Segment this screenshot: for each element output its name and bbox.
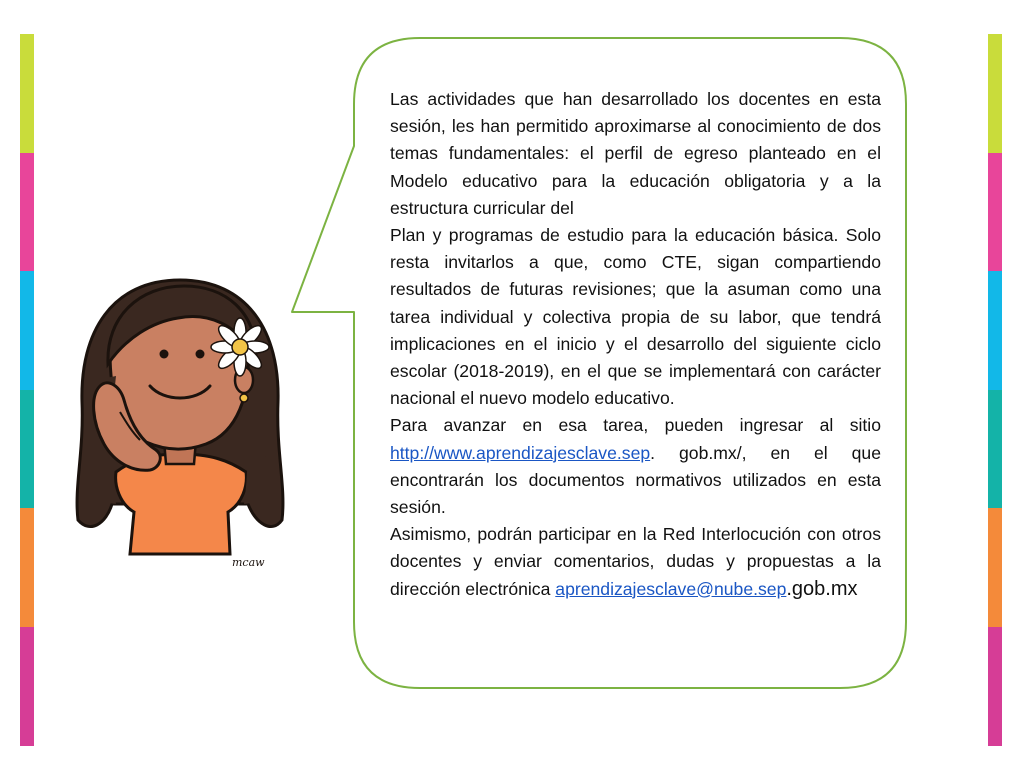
paragraph-email [390, 521, 881, 603]
artist-signature: mcaw [232, 556, 265, 569]
bubble-text [390, 86, 881, 603]
website-intro-text: Para avanzar en esa tarea, pueden ingresar al sitio [390, 415, 881, 436]
email-domain-suffix: .gob.mx [786, 577, 858, 600]
website-link[interactable]: http://www.aprendizajesclave.sep [390, 442, 651, 463]
paragraph-plan: Plan y programas de estudio para la educación básica. Solo resta invitarlos a que, como CTE, sigan compartiendo resultados de futuras revisiones; que la asuman como una tarea individual y colectiva propia de su labor, que tendrá implicaciones en el inicio y el desarrollo del siguiente ciclo escolar (2018-2019), en el que se implementará con carácter nacional el nuevo modelo educativo. [390, 225, 881, 409]
paragraph-activities: Las actividades que han desarrollado los docentes en esta sesión, les han permitido aproximarse al conocimiento de dos temas fundamentales: el perfil de egreso planteado en el Modelo educativo para la educación obligatoria y a la estructura curricular del [390, 89, 881, 218]
website-suffix-text: . gob.mx/, en el que encontrarán los documentos normativos utilizados en esta sesión. [390, 442, 881, 518]
email-link[interactable]: aprendizajesclave@nube.sep [555, 578, 787, 599]
flower-icon [211, 318, 269, 376]
girl-illustration [60, 272, 300, 572]
email-intro-text: Asimismo, podrán participar en la Red Interlocución con otros docentes y enviar comentarios, dudas y propuestas a la dirección electrónica [390, 524, 881, 599]
paragraph-website [390, 412, 881, 521]
